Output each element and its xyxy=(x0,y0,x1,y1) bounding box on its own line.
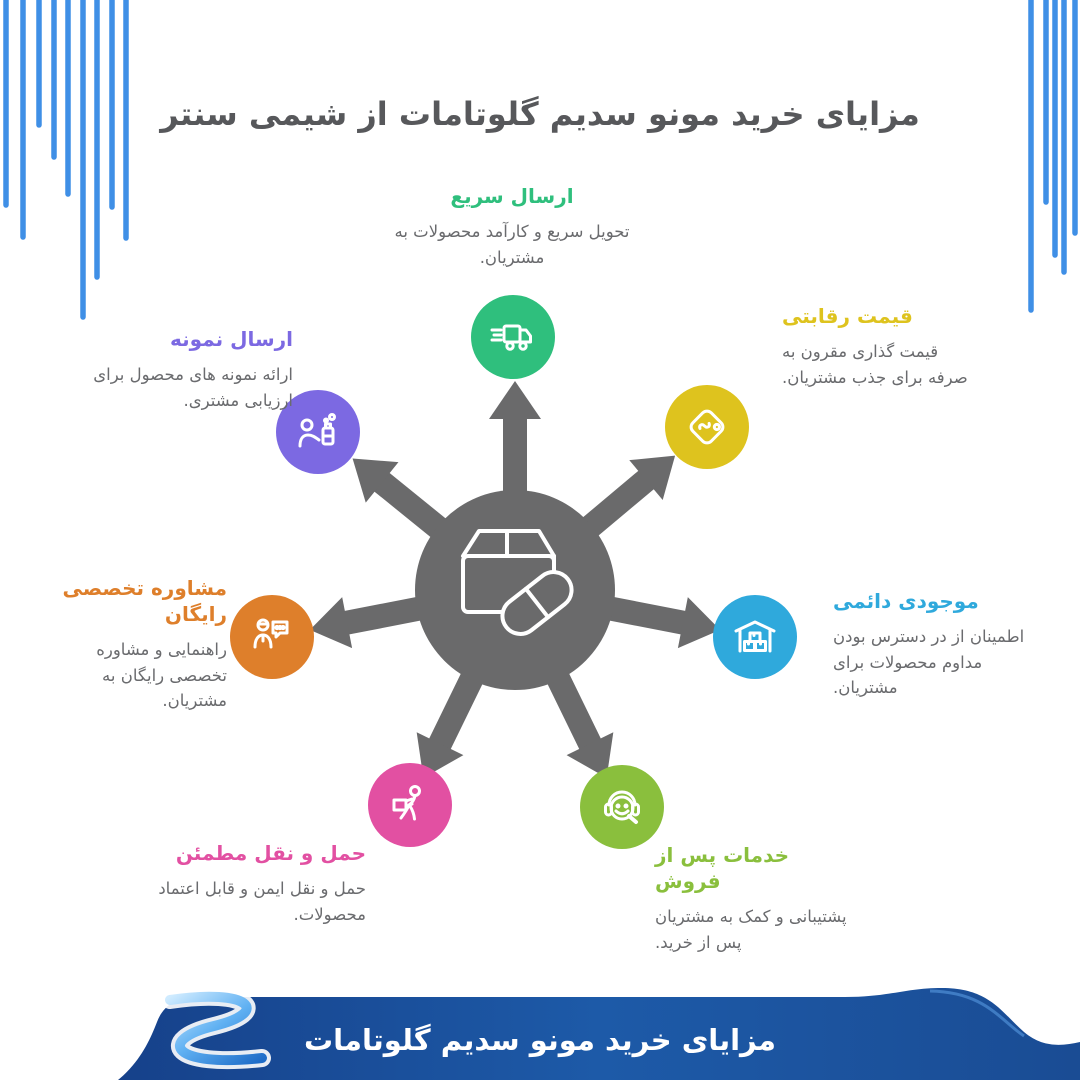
benefit-permanent-stock xyxy=(833,588,1028,701)
benefit-after-sales-service xyxy=(655,842,860,955)
benefit-safe-transport xyxy=(146,840,366,927)
benefit-circle-safe-transport xyxy=(368,763,452,847)
benefit-title: ارسال سریع xyxy=(450,184,574,208)
benefit-circle-free-consultation xyxy=(230,595,314,679)
benefit-title: ارسال نمونه xyxy=(170,327,293,351)
benefit-title: قیمت رقابتی xyxy=(782,304,913,328)
price-tag-icon xyxy=(683,403,731,451)
benefit-circle-fast-shipping xyxy=(471,295,555,379)
benefit-competitive-price xyxy=(782,303,972,390)
benefit-circle-competitive-price xyxy=(665,385,749,469)
benefit-description: اطمینان از در دسترس بودن مداوم محصولات برای مشتریان. xyxy=(833,627,1025,698)
benefit-description: پشتیبانی و کمک به مشتریان پس از خرید. xyxy=(655,907,847,952)
support-agent-icon xyxy=(598,783,646,831)
delivery-truck-icon xyxy=(489,313,537,361)
benefit-title: خدمات پس از فروش xyxy=(655,843,790,893)
benefit-circle-after-sales-service xyxy=(580,765,664,849)
consultation-speech-bubble-icon xyxy=(248,613,296,661)
benefit-title: حمل و نقل مطمئن xyxy=(175,841,366,865)
benefit-circle-permanent-stock xyxy=(713,595,797,679)
page-title: مزایای خرید مونو سدیم گلوتامات از شیمی سنتر xyxy=(160,95,920,133)
benefit-sample-sending xyxy=(83,326,293,413)
benefit-free-consultation xyxy=(42,575,227,714)
benefit-description: تحویل سریع و کارآمد محصولات به مشتریان. xyxy=(394,222,630,267)
warehouse-icon xyxy=(731,613,779,661)
benefit-description: راهنمایی و مشاوره تخصصی رایگان به مشتریان. xyxy=(96,640,227,711)
footer-title: مزایای خرید مونو سدیم گلوتامات xyxy=(304,1023,777,1057)
benefit-title: موجودی دائمی xyxy=(833,589,979,613)
benefit-fast-shipping xyxy=(392,183,632,270)
benefit-description: ارائه نمونه های محصول برای ارزیابی مشتری. xyxy=(93,365,293,410)
sample-bottle-icon xyxy=(294,408,342,456)
benefit-description: قیمت گذاری مقرون به صرفه برای جذب مشتریان. xyxy=(782,342,968,387)
hub-circle xyxy=(415,490,615,690)
person-carrying-box-icon xyxy=(386,781,434,829)
benefit-description: حمل و نقل ایمن و قابل اعتماد محصولات. xyxy=(158,879,366,924)
benefit-title: مشاوره تخصصی رایگان xyxy=(62,576,227,626)
